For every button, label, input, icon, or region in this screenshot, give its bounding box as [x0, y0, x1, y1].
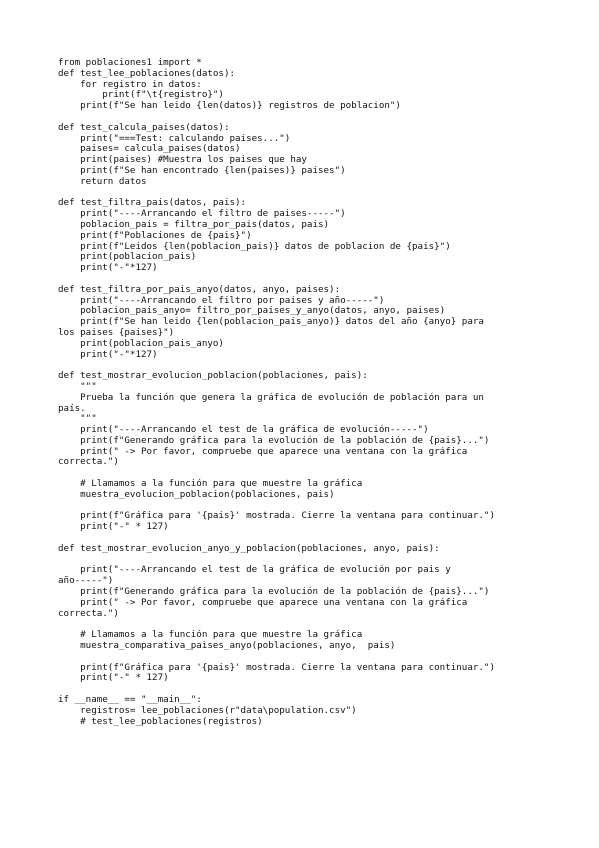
code-line: print("----Arrancando el test de la gráfica de evolución-----"): [58, 424, 429, 436]
code-line: país.: [58, 402, 86, 414]
code-line: print(f"Poblaciones de {pais}"): [58, 229, 252, 241]
code-line: correcta."): [58, 456, 119, 468]
code-line: print(paises) #Muestra los paises que hay: [58, 154, 307, 166]
code-line: los paises {paises}"): [58, 326, 175, 338]
code-line: print("----Arrancando el test de la gráfica de evolución por pais y: [58, 564, 451, 576]
code-line: print(" -> Por favor, compruebe que aparece una ventana con la gráfica: [58, 596, 468, 608]
code-line: poblacion_pais_anyo= filtro_por_paises_y_anyo(datos, anyo, paises): [58, 305, 446, 317]
code-line: print(poblacion_pais_anyo): [58, 337, 224, 349]
code-line: print(f"Gráfica para '{pais}' mostrada. Cierre la ventana para continuar."): [58, 510, 495, 522]
code-listing: [58, 58, 528, 727]
code-line: print("----Arrancando el filtro por paises y año-----"): [58, 294, 385, 306]
code-line: if __name__ == "__main__":: [58, 694, 202, 706]
code-line: # test_lee_poblaciones(registros): [58, 715, 263, 727]
code-line: año-----"): [58, 575, 114, 587]
code-line: muestra_comparativa_paises_anyo(poblaciones, anyo, pais): [58, 640, 396, 652]
code-line: print(f"Leidos {len(poblacion_pais)} datos de poblacion de {pais}"): [58, 240, 451, 252]
code-line: print(f"Se han encontrado {len(paises)} paises"): [58, 164, 346, 176]
code-line: from poblaciones1 import *: [58, 57, 202, 68]
code-line: print("-" * 127): [58, 521, 169, 533]
code-line: # Llamamos a la función para que muestre la gráfica: [58, 629, 363, 641]
code-line: def test_calcula_paises(datos):: [58, 121, 230, 133]
code-line: for registro in datos:: [58, 78, 202, 90]
code-line: print("----Arrancando el filtro de paises-----"): [58, 208, 346, 220]
code-line: Prueba la función que genera la gráfica de evolución de población para un: [58, 391, 484, 403]
code-line: print(f"\t{registro}"): [58, 89, 224, 101]
code-line: """: [58, 413, 97, 425]
code-line: print(f"Generando gráfica para la evolución de la población de {pais}..."): [58, 586, 490, 598]
code-line: print("-" * 127): [58, 672, 169, 684]
code-line: print("-"*127): [58, 348, 158, 360]
code-line: print(poblacion_pais): [58, 251, 197, 263]
code-line: return datos: [58, 175, 147, 187]
code-line: print(f"Se han leido {len(datos)} registros de poblacion"): [58, 100, 401, 112]
code-line: correcta."): [58, 607, 119, 619]
code-line: def test_filtra_pais(datos, pais):: [58, 197, 247, 209]
code-line: print("-"*127): [58, 262, 158, 274]
code-line: def test_filtra_por_pais_anyo(datos, anyo, paises):: [58, 283, 341, 295]
code-line: print(" -> Por favor, compruebe que aparece una ventana con la gráfica: [58, 445, 468, 457]
code-line: # Llamamos a la función para que muestre la gráfica: [58, 478, 363, 490]
code-line: [58, 652, 528, 663]
code-line: def test_lee_poblaciones(datos):: [58, 67, 236, 79]
code-line: paises= calcula_paises(datos): [58, 143, 241, 155]
code-line: print(f"Gráfica para '{pais}' mostrada. Cierre la ventana para continuar."): [58, 661, 495, 673]
code-line: def test_mostrar_evolucion_poblacion(poblaciones, pais):: [58, 370, 368, 382]
code-line: print(f"Generando gráfica para la evolución de la población de {pais}..."): [58, 434, 490, 446]
code-line: muestra_evolucion_poblacion(poblaciones, pais): [58, 488, 335, 500]
code-line: poblacion_pais = filtra_por_pais(datos, pais): [58, 218, 330, 230]
code-line: print("===Test: calculando paises..."): [58, 132, 291, 144]
code-line: print(f"Se han leido {len(poblacion_pais_anyo)} datos del año {anyo} para: [58, 316, 484, 328]
code-line: registros= lee_poblaciones(r"data\population.csv"): [58, 704, 357, 716]
code-line: """: [58, 380, 97, 392]
code-line: def test_mostrar_evolucion_anyo_y_poblacion(poblaciones, anyo, pais):: [58, 542, 440, 554]
